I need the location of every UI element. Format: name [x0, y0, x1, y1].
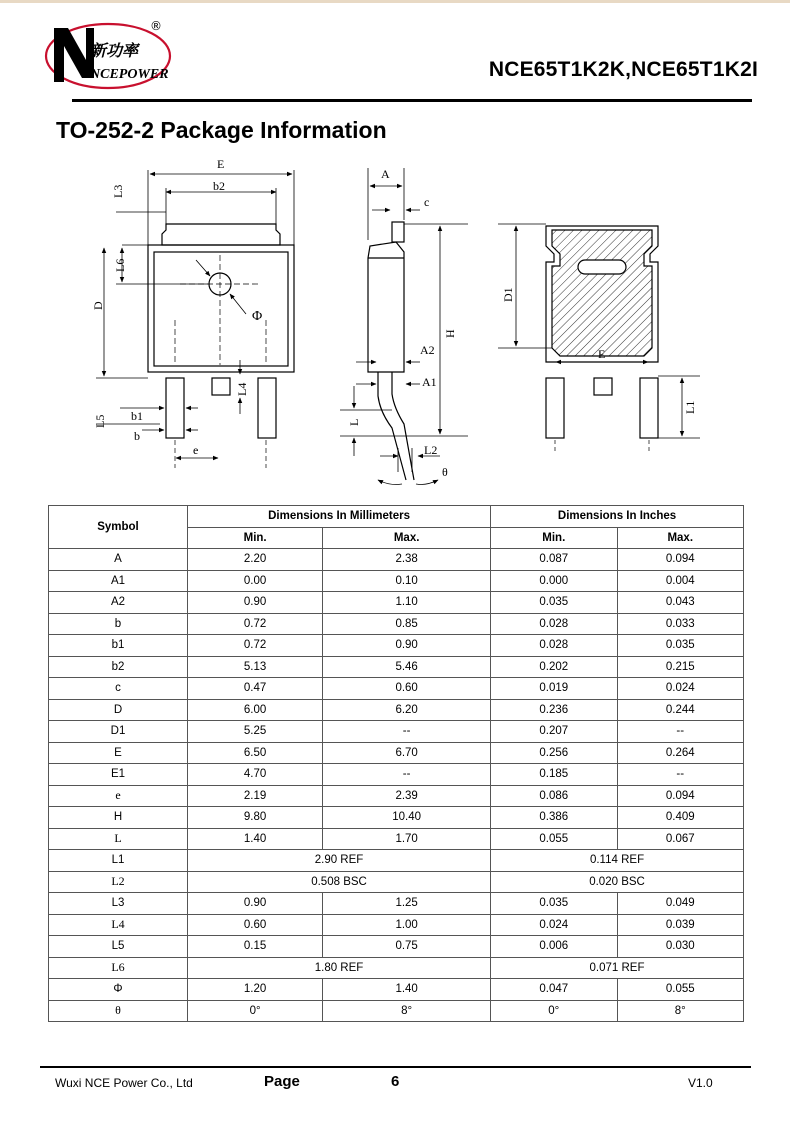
in-min: 0.386: [491, 807, 617, 829]
mm-min: 2.20: [188, 549, 323, 571]
mm-max: 1.70: [323, 828, 491, 850]
dim-label-H: H: [443, 329, 457, 338]
row-symbol: L: [49, 828, 188, 850]
in-min: 0.202: [491, 656, 617, 678]
row-symbol: e: [49, 785, 188, 807]
in-min: 0.028: [491, 613, 617, 635]
mm-min: 0.72: [188, 613, 323, 635]
document-title: NCE65T1K2K,NCE65T1K2I: [488, 58, 758, 81]
in-max: 0.030: [617, 936, 744, 958]
in-max: 0.043: [617, 592, 744, 614]
mm-min: 0°: [188, 1000, 323, 1022]
dim-label-phi: Φ: [252, 309, 263, 324]
inch-header: Dimensions In Inches: [491, 506, 744, 528]
in-max: 0.033: [617, 613, 744, 635]
section-title: TO-252-2 Package Information: [56, 117, 387, 143]
in-min: 0.019: [491, 678, 617, 700]
in-max: 0.039: [617, 914, 744, 936]
in-max: 0.024: [617, 678, 744, 700]
table-row: [49, 957, 744, 979]
in-ref: 0.071 REF: [491, 957, 744, 979]
mm-ref: 0.508 BSC: [188, 871, 491, 893]
in-min: 0°: [491, 1000, 617, 1022]
table-row: [49, 785, 744, 807]
table-row: [49, 914, 744, 936]
footer-rule: [40, 1066, 751, 1068]
in-max: 0.244: [617, 699, 744, 721]
row-symbol: D: [49, 699, 188, 721]
in-max: --: [617, 764, 744, 786]
in-max: 0.409: [617, 807, 744, 829]
mm-min: 0.00: [188, 570, 323, 592]
table-row: [49, 979, 744, 1001]
mm-max: 0.60: [323, 678, 491, 700]
table-row: [49, 613, 744, 635]
in-max: 0.094: [617, 549, 744, 571]
dim-label-E: E: [217, 157, 225, 171]
in-max: 0.055: [617, 979, 744, 1001]
table-row: [49, 871, 744, 893]
mm-max-header: Max.: [323, 527, 491, 549]
mm-max: 6.20: [323, 699, 491, 721]
table-row: [49, 850, 744, 872]
row-symbol: θ: [49, 1000, 188, 1022]
table-row: [49, 570, 744, 592]
side-view: [340, 168, 468, 485]
mm-min: 5.25: [188, 721, 323, 743]
in-max: 0.035: [617, 635, 744, 657]
row-symbol: b: [49, 613, 188, 635]
dim-label-L5: L5: [93, 414, 107, 428]
mm-max: 2.38: [323, 549, 491, 571]
ncepower-logo: [42, 16, 177, 92]
table-row: [49, 721, 744, 743]
row-symbol: b1: [49, 635, 188, 657]
dim-label-b1: b1: [131, 409, 143, 423]
dim-label-A2: A2: [420, 343, 435, 357]
in-min-header: Min.: [491, 527, 617, 549]
footer-version: V1.0: [688, 1076, 713, 1090]
header-rule: [72, 99, 752, 102]
table-row: [49, 549, 744, 571]
logo-brand-text: NCEPOWER: [90, 67, 169, 82]
dim-label-L: L: [347, 418, 361, 426]
row-symbol: A: [49, 549, 188, 571]
mm-max: 0.75: [323, 936, 491, 958]
mm-min: 0.72: [188, 635, 323, 657]
in-ref: 0.114 REF: [491, 850, 744, 872]
table-row: [49, 807, 744, 829]
mm-min: 0.15: [188, 936, 323, 958]
in-max: 0.264: [617, 742, 744, 764]
dim-label-L6: L6: [113, 258, 127, 272]
in-min: 0.000: [491, 570, 617, 592]
mm-min: 1.40: [188, 828, 323, 850]
in-min: 0.055: [491, 828, 617, 850]
logo-cn-text: 新功率: [90, 43, 139, 60]
in-min: 0.236: [491, 699, 617, 721]
mm-max: 2.39: [323, 785, 491, 807]
mm-min: 0.90: [188, 592, 323, 614]
dimensions-table: [48, 505, 744, 1022]
dimensions-table-body: [49, 549, 744, 1022]
dim-label-E1: E: [598, 347, 606, 361]
mm-max: 1.10: [323, 592, 491, 614]
row-symbol: L5: [49, 936, 188, 958]
table-row: [49, 742, 744, 764]
table-row: [49, 1000, 744, 1022]
mm-max: 0.85: [323, 613, 491, 635]
mm-min: 6.50: [188, 742, 323, 764]
row-symbol: b2: [49, 656, 188, 678]
dim-label-theta: θ: [442, 465, 448, 479]
table-row: [49, 764, 744, 786]
mm-min: 2.19: [188, 785, 323, 807]
row-symbol: E: [49, 742, 188, 764]
footer-page-number: 6: [391, 1073, 400, 1090]
table-row: [49, 828, 744, 850]
footer-company: Wuxi NCE Power Co., Ltd: [55, 1076, 193, 1090]
in-min: 0.256: [491, 742, 617, 764]
mm-min: 0.60: [188, 914, 323, 936]
mm-max: 0.10: [323, 570, 491, 592]
in-ref: 0.020 BSC: [491, 871, 744, 893]
row-symbol: L1: [49, 850, 188, 872]
dim-label-b2: b2: [213, 179, 225, 193]
mm-max: 1.00: [323, 914, 491, 936]
table-row: [49, 936, 744, 958]
in-max: 8°: [617, 1000, 744, 1022]
in-min: 0.035: [491, 893, 617, 915]
in-min: 0.028: [491, 635, 617, 657]
dim-label-A: A: [381, 167, 390, 181]
mm-ref: 2.90 REF: [188, 850, 491, 872]
mm-max: 1.40: [323, 979, 491, 1001]
row-symbol: H: [49, 807, 188, 829]
dim-label-b: b: [134, 429, 140, 443]
in-min: 0.185: [491, 764, 617, 786]
dim-label-e: e: [193, 443, 199, 457]
mm-min: 4.70: [188, 764, 323, 786]
registered-mark: ®: [150, 19, 162, 33]
dim-label-A1: A1: [422, 375, 437, 389]
in-max: 0.067: [617, 828, 744, 850]
in-min: 0.087: [491, 549, 617, 571]
mm-max: --: [323, 721, 491, 743]
table-row: [49, 592, 744, 614]
mm-min: 0.47: [188, 678, 323, 700]
dim-label-L1: L1: [683, 400, 697, 414]
mm-max: 8°: [323, 1000, 491, 1022]
row-symbol: D1: [49, 721, 188, 743]
row-symbol: Φ: [49, 979, 188, 1001]
in-min: 0.035: [491, 592, 617, 614]
top-view: [96, 170, 294, 468]
dim-label-L4: L4: [235, 382, 249, 396]
in-max: 0.004: [617, 570, 744, 592]
in-max: 0.215: [617, 656, 744, 678]
row-symbol: L2: [49, 871, 188, 893]
dim-label-c: c: [424, 195, 430, 209]
in-min: 0.047: [491, 979, 617, 1001]
in-max-header: Max.: [617, 527, 744, 549]
mm-min: 9.80: [188, 807, 323, 829]
table-row: [49, 678, 744, 700]
dim-label-D1: D1: [501, 287, 515, 302]
mm-max: 6.70: [323, 742, 491, 764]
top-accent-line: [0, 0, 790, 3]
in-max: 0.094: [617, 785, 744, 807]
row-symbol: L3: [49, 893, 188, 915]
row-symbol: E1: [49, 764, 188, 786]
symbol-header: Symbol: [49, 506, 188, 549]
table-row: [49, 635, 744, 657]
mm-min: 6.00: [188, 699, 323, 721]
mm-min: 1.20: [188, 979, 323, 1001]
bottom-view: [498, 224, 700, 452]
in-min: 0.207: [491, 721, 617, 743]
mm-header: Dimensions In Millimeters: [188, 506, 491, 528]
row-symbol: L6: [49, 957, 188, 979]
in-min: 0.006: [491, 936, 617, 958]
dim-label-L2: L2: [424, 443, 438, 457]
mm-max: 10.40: [323, 807, 491, 829]
in-min: 0.086: [491, 785, 617, 807]
row-symbol: A2: [49, 592, 188, 614]
mm-min: 5.13: [188, 656, 323, 678]
table-row: [49, 699, 744, 721]
mm-max: 1.25: [323, 893, 491, 915]
table-row: [49, 656, 744, 678]
mm-max: --: [323, 764, 491, 786]
mm-min: 0.90: [188, 893, 323, 915]
in-max: 0.049: [617, 893, 744, 915]
dim-label-D: D: [91, 301, 105, 310]
row-symbol: L4: [49, 914, 188, 936]
mm-max: 0.90: [323, 635, 491, 657]
table-row: [49, 893, 744, 915]
in-min: 0.024: [491, 914, 617, 936]
row-symbol: c: [49, 678, 188, 700]
mm-ref: 1.80 REF: [188, 957, 491, 979]
in-max: --: [617, 721, 744, 743]
dim-label-L3: L3: [111, 184, 125, 198]
package-drawing: [0, 150, 790, 495]
mm-min-header: Min.: [188, 527, 323, 549]
mm-max: 5.46: [323, 656, 491, 678]
row-symbol: A1: [49, 570, 188, 592]
footer-page-label: Page: [264, 1073, 300, 1090]
